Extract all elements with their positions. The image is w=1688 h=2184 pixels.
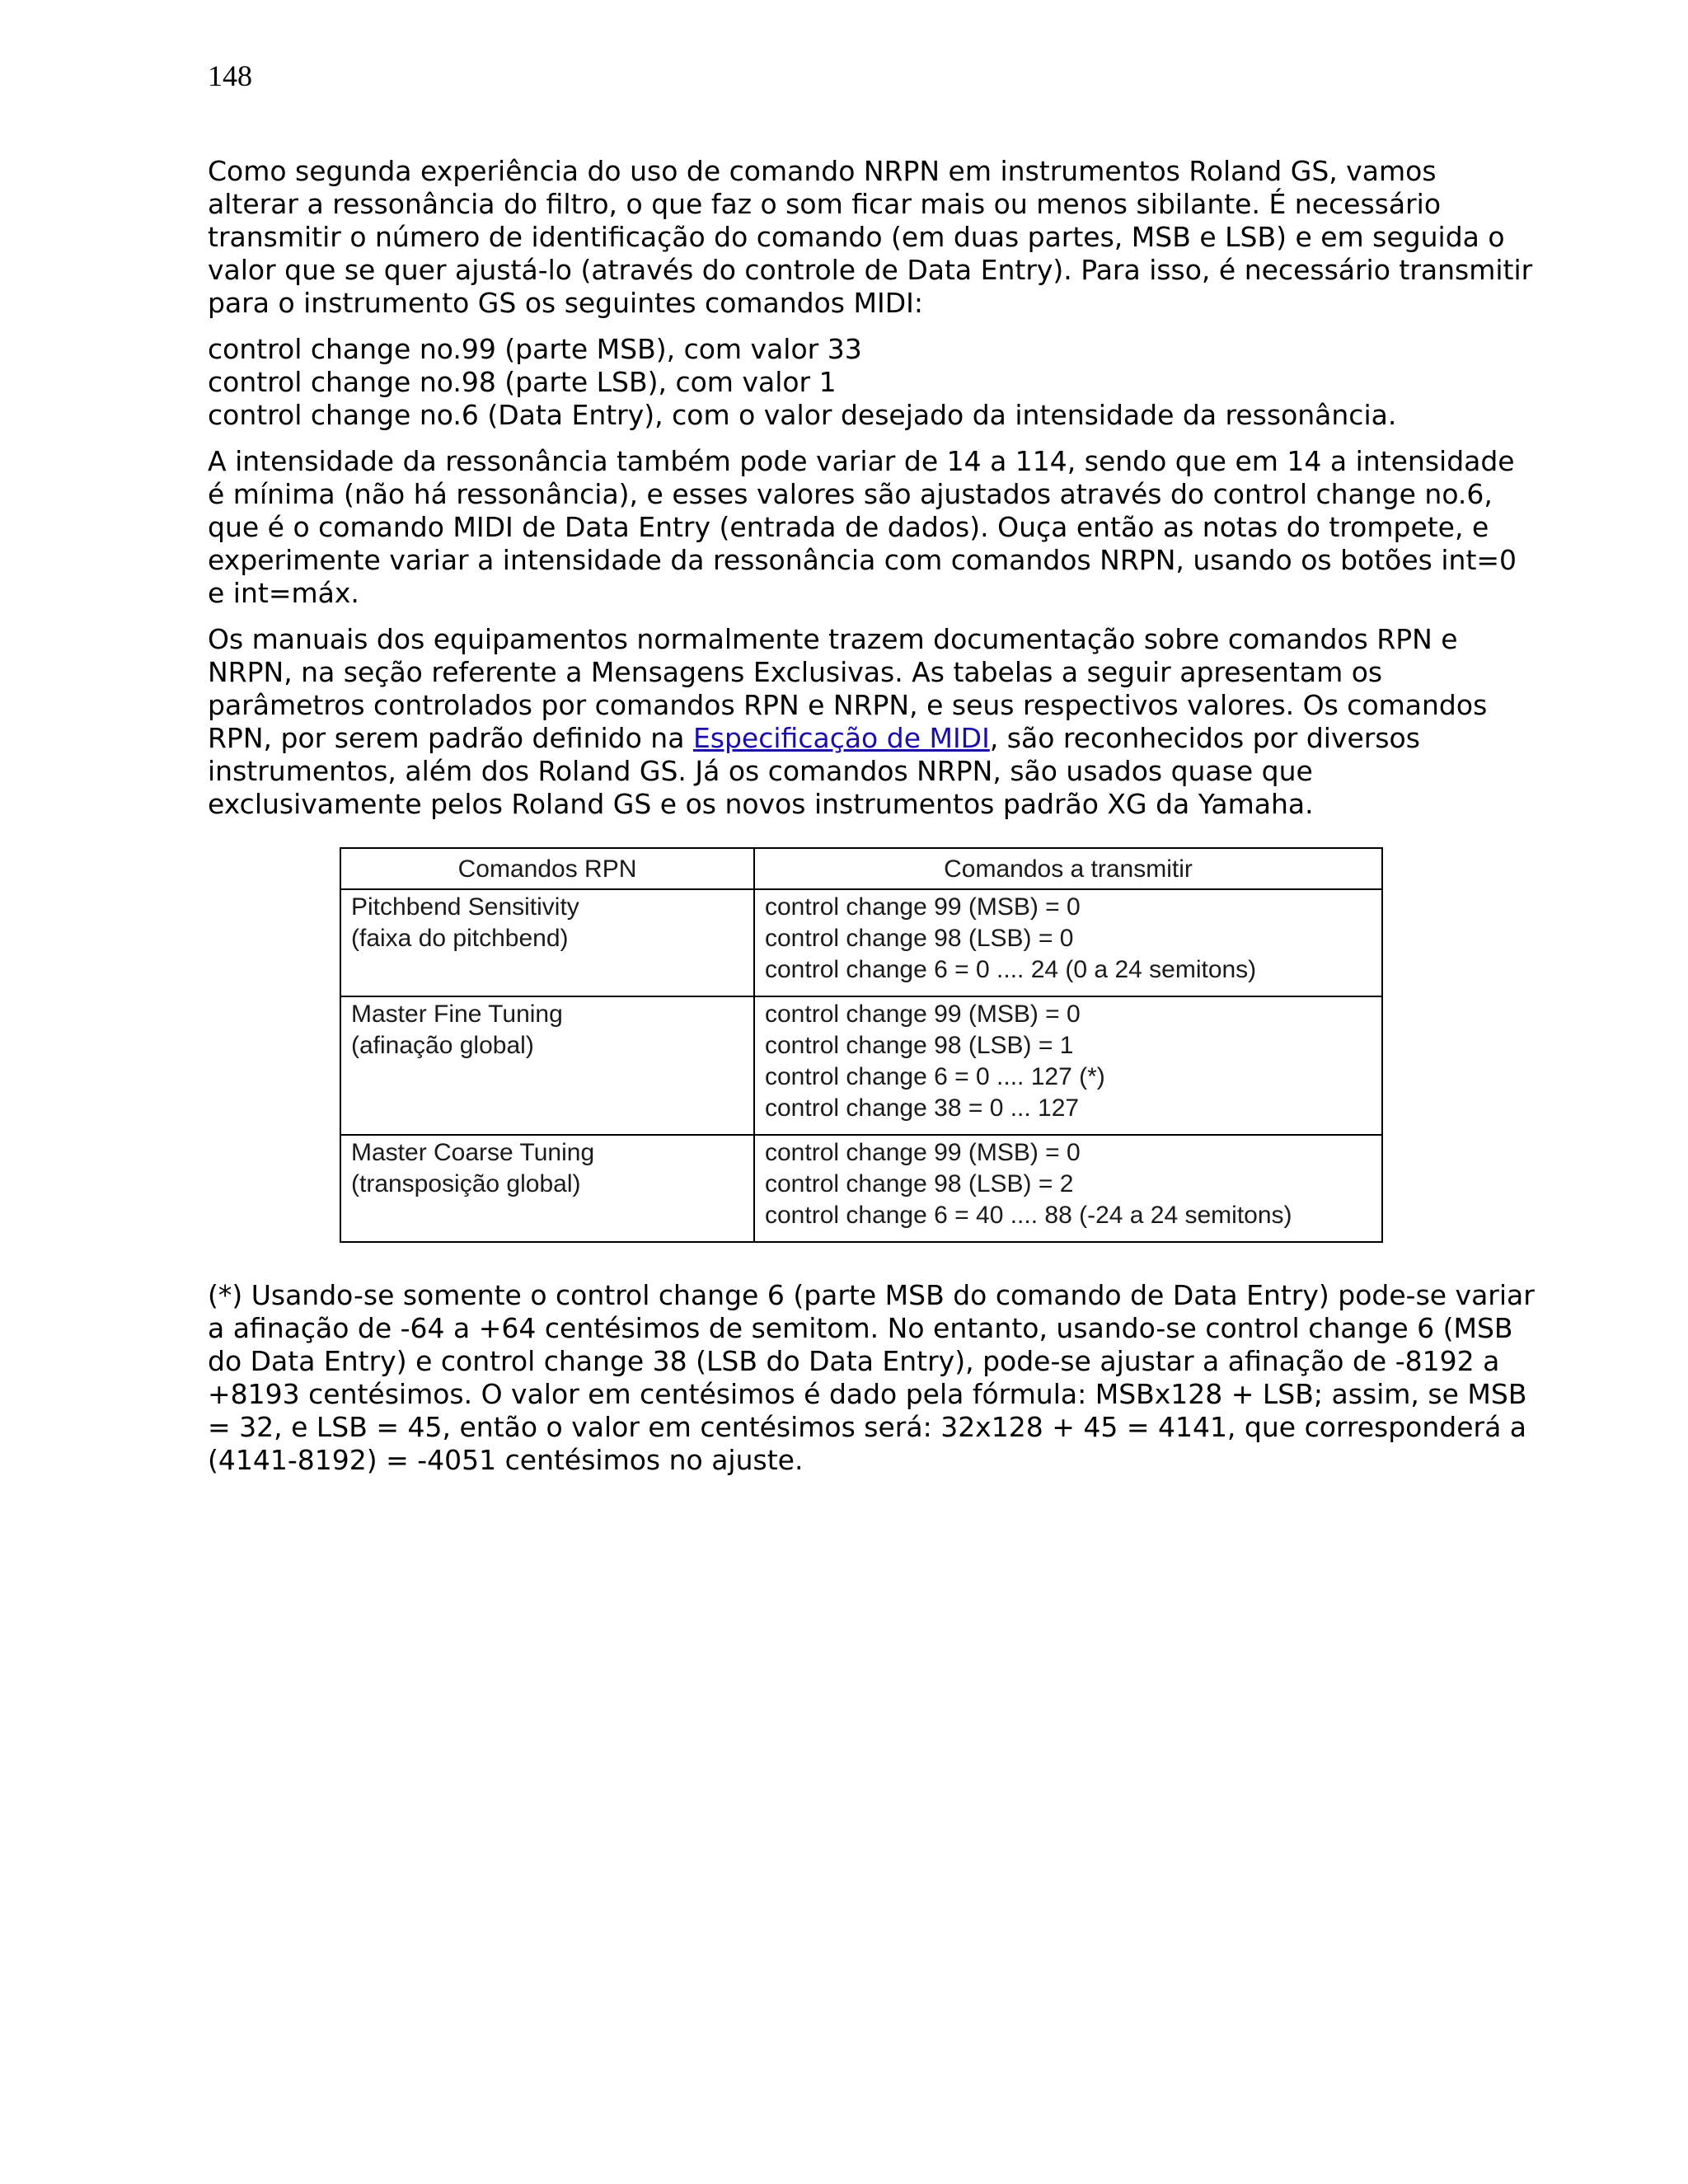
table-header-transmit: Comandos a transmitir — [754, 848, 1382, 889]
manuals-text-before-link: Os manuais dos equipamentos normalmente trazem documentação sobre comandos RPN e NRPN, na seção referente a Mensagens Exclusivas. As tabelas a seguir apresentam os parâmetros controlados por comandos RPN e NRPN, e seus respectivos valores. Os comandos RPN, por serem padrão definido na — [208, 623, 1488, 754]
page-number: 148 — [208, 59, 252, 92]
table-row — [340, 996, 1382, 1135]
command-entry: control change 98 (LSB) = 1 — [765, 1032, 1074, 1059]
command-entry: control change 6 = 0 .... 127 (*) — [765, 1063, 1105, 1090]
table-cell-commands — [754, 889, 1382, 996]
rpn-description: (afinação global) — [351, 1032, 534, 1059]
command-line: control change no.6 (Data Entry), com o valor desejado da intensidade da ressonância. — [208, 399, 1397, 431]
rpn-commands-table — [340, 847, 1383, 1243]
rpn-description: (faixa do pitchbend) — [351, 925, 569, 952]
rpn-description: (transposição global) — [351, 1170, 581, 1197]
command-entry: control change 99 (MSB) = 0 — [765, 1139, 1081, 1166]
rpn-name: Master Fine Tuning — [351, 1001, 563, 1028]
rpn-table-wrapper — [340, 847, 1535, 1243]
command-entry: control change 99 (MSB) = 0 — [765, 1001, 1081, 1028]
command-entry: control change 98 (LSB) = 0 — [765, 925, 1074, 952]
table-cell-commands — [754, 996, 1382, 1135]
table-cell-rpn-name — [340, 1135, 754, 1242]
manuals-text-after-link: , são reconhecidos por diversos instrumentos, além dos Roland GS. Já os comandos NRPN, são usados quase que exclusivamente pelos Roland GS e os novos instrumentos padrão XG da Yamaha. — [208, 722, 1420, 820]
table-row — [340, 1135, 1382, 1242]
table-cell-commands — [754, 1135, 1382, 1242]
paragraph-manuals — [208, 623, 1535, 821]
document-body — [208, 155, 1535, 1490]
table-header-row — [340, 848, 1382, 889]
rpn-name: Master Coarse Tuning — [351, 1139, 595, 1166]
table-row — [340, 889, 1382, 996]
midi-specification-link[interactable]: Especificação de MIDI — [692, 722, 990, 754]
paragraph-intro: Como segunda experiência do uso de comando NRPN em instrumentos Roland GS, vamos alterar a ressonância do filtro, o que faz o som ficar mais ou menos sibilante. É necessário transmitir o número de identificação do comando (em duas partes, MSB e LSB) e em seguida o valor que se quer ajustá-lo (através do controle de Data Entry). Para isso, é necessário transmitir para o instrumento GS os seguintes comandos MIDI: — [208, 155, 1533, 319]
command-entry: control change 6 = 0 .... 24 (0 a 24 semitons) — [765, 956, 1257, 983]
paragraph-footnote: (*) Usando-se somente o control change 6 (parte MSB do comando de Data Entry) pode-se variar a afinação de -64 a +64 centésimos de semitom. No entanto, usando-se control change 6 (MSB do Data Entry) e control change 38 (LSB do Data Entry), pode-se ajustar a afinação de -8192 a +8193 centésimos. O valor em centésimos é dado pela fórmula: MSBx128 + LSB; assim, se MSB = 32, e LSB = 45, então o valor em centésimos será: 32x128 + 45 = 4141, que corresponderá a (4141-8192) = -4051 centésimos no ajuste. — [208, 1279, 1535, 1476]
paragraph-command-list — [208, 333, 1535, 432]
command-line: control change no.98 (parte LSB), com valor 1 — [208, 366, 837, 398]
table-cell-rpn-name — [340, 889, 754, 996]
table-header-rpn: Comandos RPN — [340, 848, 754, 889]
command-entry: control change 99 (MSB) = 0 — [765, 893, 1081, 921]
paragraph-resonance: A intensidade da ressonância também pode variar de 14 a 114, sendo que em 14 a intensidade é mínima (não há ressonância), e esses valores são ajustados através do control change no.6, que é o comando MIDI de Data Entry (entrada de dados). Ouça então as notas do trompete, e experimente variar a intensidade da ressonância com comandos NRPN, usando os botões int=0 e int=máx. — [208, 445, 1517, 609]
command-line: control change no.99 (parte MSB), com valor 33 — [208, 333, 862, 365]
rpn-name: Pitchbend Sensitivity — [351, 893, 579, 921]
command-entry: control change 6 = 40 .... 88 (-24 a 24 semitons) — [765, 1202, 1292, 1229]
table-cell-rpn-name — [340, 996, 754, 1135]
command-entry: control change 38 = 0 ... 127 — [765, 1094, 1080, 1122]
command-entry: control change 98 (LSB) = 2 — [765, 1170, 1074, 1197]
